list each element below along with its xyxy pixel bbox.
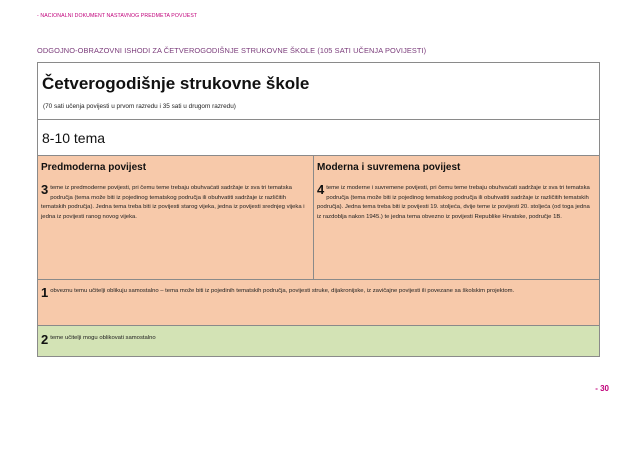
- teacher-topics-count: 2: [41, 332, 49, 347]
- premodern-text: teme iz predmoderne povijesti, pri čemu teme trebaju obuhvaćati sadržaje iz sva tri tematska područja (tema može biti iz pojedinog tematskog područja ili obuhvatiti sadržaje iz različitih tematskih područja). Jedna tema treba biti iz povijesti starog vijeka, jedna iz povijesti srednjeg vijeka i jedna iz povijesti ranog novog vijeka.: [41, 185, 305, 220]
- periods-row: [38, 156, 599, 280]
- teacher-topics-description: [41, 334, 593, 346]
- modern-text: teme iz moderne i suvremene povijesti, pri čemu teme trebaju obuhvaćati sadržaje iz sva tri tematska područja (tema može biti iz pojedinog tematskog područja ili obuhvatiti sadržaje iz različitih tematskih područja). Jedna tema treba biti iz povijesti 19. stoljeća, dvije teme iz povijesti 20. stoljeća (od toga jedna iz razdoblja nakon 1945.) te jedna tema obvezno iz povijesti Republike Hrvatske, područje 1B.: [317, 185, 590, 220]
- curriculum-table: [37, 62, 600, 357]
- premodern-cell: [38, 156, 314, 279]
- modern-heading: Moderna i suvremena povijest: [317, 162, 461, 173]
- modern-description: [317, 184, 593, 222]
- topics-count-row: [38, 120, 599, 156]
- free-topic-text: obveznu temu učitelji oblikuju samostalno – tema može biti iz pojedinih tematskih područja, povijesti struke, dijakronijske, iz zavičajne povijesti ili povezane sa školskim projektom.: [50, 288, 515, 294]
- modern-cell: [314, 156, 599, 279]
- topics-count: 8-10 tema: [42, 130, 106, 146]
- table-title-row: [38, 63, 599, 120]
- hours-note: (70 sati učenja povijesti u prvom razredu i 35 sati u drugom razredu): [43, 103, 236, 110]
- modern-count: 4: [317, 182, 325, 197]
- premodern-count: 3: [41, 182, 49, 197]
- premodern-heading: Predmoderna povijest: [41, 162, 147, 173]
- table-title: Četverogodišnje strukovne škole: [42, 74, 310, 93]
- free-topic-row: [38, 280, 599, 326]
- free-topic-description: [41, 287, 593, 299]
- page-number: - 30: [595, 384, 609, 393]
- teacher-topics-row: [38, 326, 599, 356]
- teacher-topics-text: teme učitelji mogu oblikovati samostalno: [50, 335, 156, 341]
- section-subtitle: ODGOJNO-OBRAZOVNI ISHODI ZA ČETVEROGODIŠNJE STRUKOVNE ŠKOLE (105 SATI UČENJA POVIJESTI): [37, 46, 427, 55]
- free-topic-count: 1: [41, 285, 49, 300]
- premodern-description: [41, 184, 307, 222]
- document-header: - NACIONALNI DOKUMENT NASTAVNOG PREDMETA POVIJEST: [37, 13, 198, 19]
